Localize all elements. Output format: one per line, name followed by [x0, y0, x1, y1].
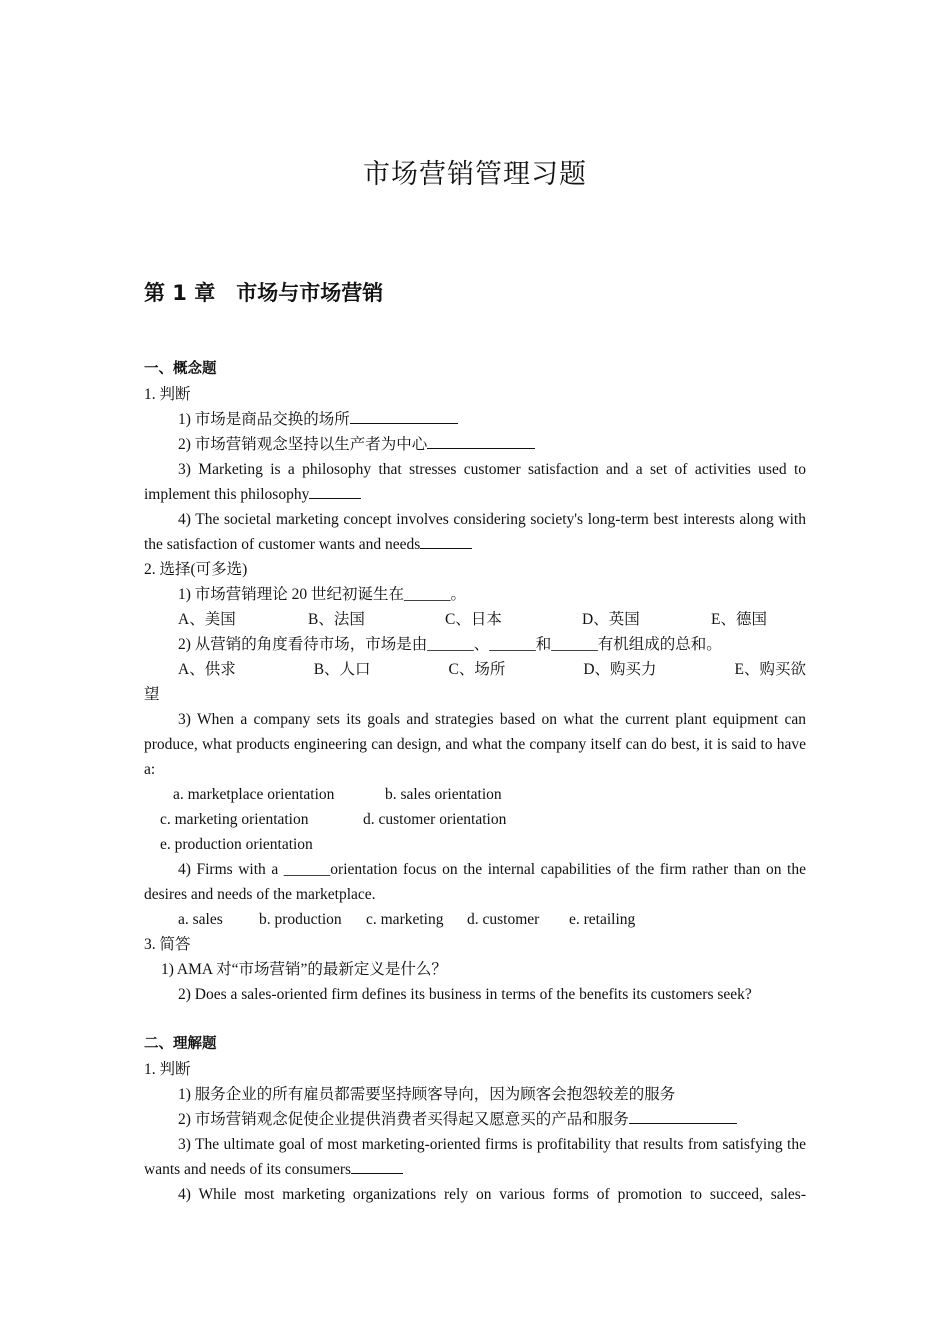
choice-options — [144, 832, 806, 857]
option[interactable]: A、美国 — [178, 611, 236, 628]
choice-question: 3) When a company sets its goals and strategies based on what the current plant equipment can produce, what products engineering can design, and what the company itself can do best, it is said to have a: — [144, 711, 806, 778]
judge-item: 4) While most marketing organizations rely on various forms of promotion to succeed, sales- — [178, 1186, 806, 1203]
option[interactable]: E、德国 — [711, 611, 767, 628]
choice-options — [144, 907, 806, 932]
option[interactable]: c. marketing — [366, 911, 444, 928]
spacer — [144, 1007, 806, 1032]
answer-blank[interactable] — [629, 1109, 737, 1124]
option[interactable]: a. sales — [178, 911, 223, 928]
judge-item: 2) 市场营销观念坚持以生产者为中心 — [144, 432, 806, 457]
choice-label: 2. 选择(可多选) — [144, 561, 248, 578]
answer-blank[interactable] — [350, 409, 458, 424]
document-body — [144, 357, 806, 1207]
option[interactable]: C、日本 — [445, 611, 502, 628]
answer-blank[interactable] — [420, 534, 472, 549]
choice-question: 1) 市场营销理论 20 世纪初诞生在______。 — [178, 586, 467, 603]
section-heading-concepts: 一、概念题 — [144, 361, 217, 377]
judge-item: 1) 市场是商品交换的场所 — [144, 407, 806, 432]
option[interactable]: B、法国 — [308, 611, 365, 628]
choice-question: 2) 从营销的角度看待市场，市场是由______、______和______有机组成的总和。 — [178, 636, 722, 653]
short-answer-question: 1) AMA 对“市场营销”的最新定义是什么？ — [161, 961, 447, 978]
judge-label: 1. 判断 — [144, 1061, 191, 1078]
option[interactable]: A、供求 — [178, 661, 236, 678]
choice-options — [144, 782, 806, 807]
judge-item: 3) Marketing is a philosophy that stresses customer satisfaction and a set of activities used to implement this philosophy — [144, 461, 806, 503]
answer-blank[interactable] — [351, 1159, 403, 1174]
section-heading-understanding: 二、理解题 — [144, 1036, 217, 1052]
judge-item: 1) 服务企业的所有雇员都需要坚持顾客导向，因为顾客会抱怨较差的服务 — [178, 1086, 676, 1103]
option[interactable]: b. production — [259, 911, 342, 928]
option[interactable]: e. retailing — [569, 911, 636, 928]
short-answer-question: 2) Does a sales-oriented firm defines its business in terms of the benefits its customers seek? — [178, 986, 752, 1003]
option[interactable]: d. customer orientation — [363, 811, 507, 828]
judge-label: 1. 判断 — [144, 386, 191, 403]
option[interactable]: D、英国 — [582, 611, 640, 628]
option[interactable]: D、购买力 — [583, 661, 657, 678]
option[interactable]: B、人口 — [313, 661, 371, 678]
short-answer-label: 3. 简答 — [144, 936, 191, 953]
chapter-heading: 第 1 章 市场与市场营销 — [144, 281, 384, 305]
option[interactable]: a. marketplace orientation — [173, 786, 335, 803]
choice-options — [144, 807, 806, 832]
answer-blank[interactable] — [427, 434, 535, 449]
page-title: 市场营销管理习题 — [363, 159, 587, 190]
judge-item: 3) The ultimate goal of most marketing-oriented firms is profitability that results from satisfying the wants and needs of its consumers — [144, 1136, 806, 1178]
option[interactable]: b. sales orientation — [385, 786, 502, 803]
judge-item: 2) 市场营销观念促使企业提供消费者买得起又愿意买的产品和服务 — [144, 1107, 806, 1132]
option[interactable]: d. customer — [467, 911, 540, 928]
judge-item: 4) The societal marketing concept involves considering society's long-term best interests along with the satisfaction of customer wants and needs — [144, 511, 806, 553]
option[interactable]: c. marketing orientation — [160, 811, 309, 828]
option[interactable]: C、场所 — [448, 661, 506, 678]
option[interactable]: e. production orientation — [160, 836, 313, 853]
choice-options — [144, 657, 806, 682]
answer-blank[interactable] — [309, 484, 361, 499]
choice-question: 4) Firms with a ______orientation focus on the internal capabilities of the firm rather than on the desires and needs of the marketplace. — [144, 861, 806, 903]
choice-options — [144, 607, 806, 632]
option[interactable]: E、购买欲 — [734, 661, 806, 678]
option-wrap-text: 望 — [144, 686, 160, 703]
